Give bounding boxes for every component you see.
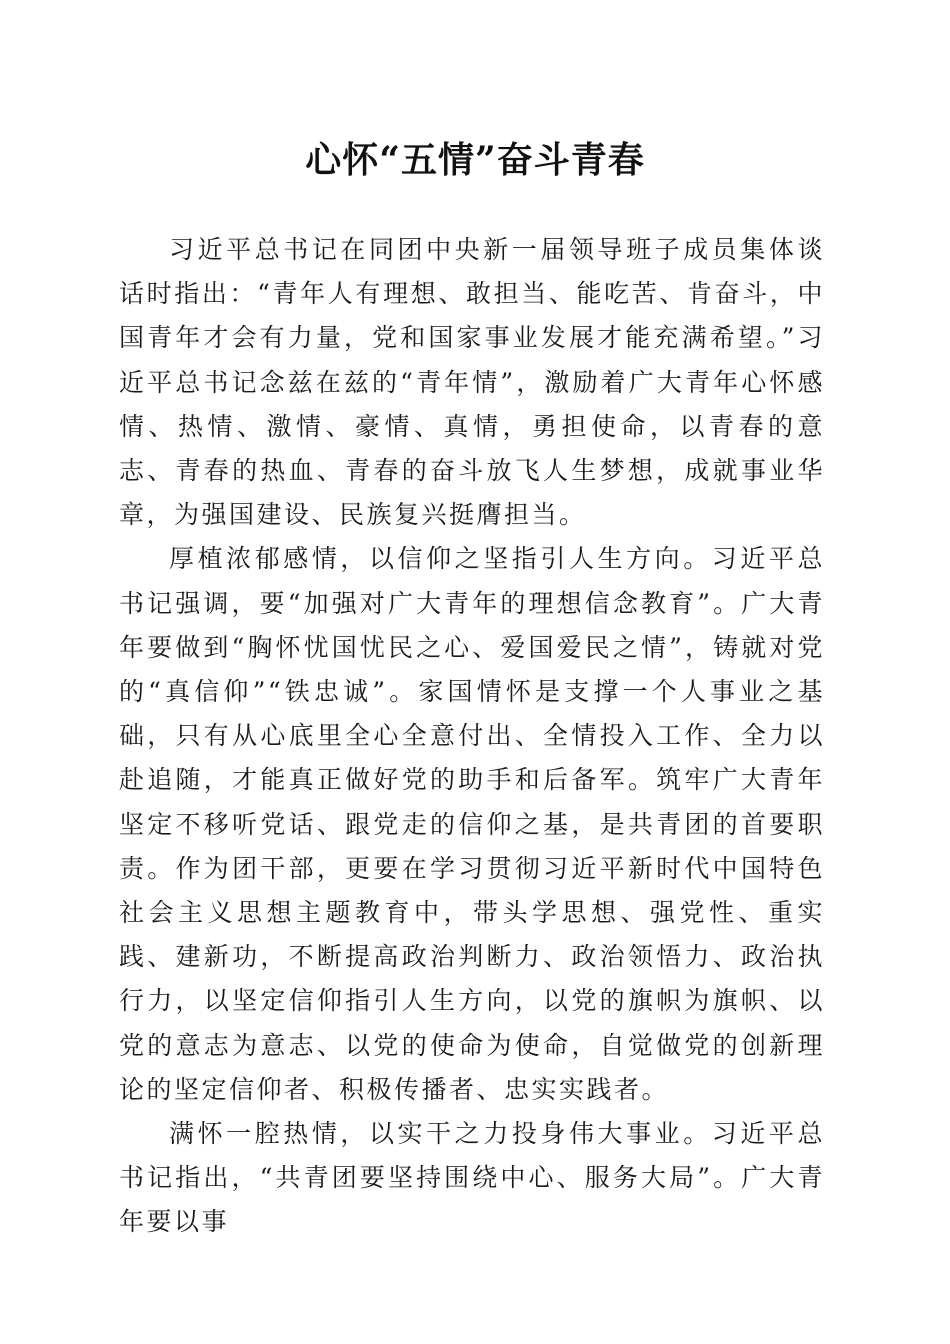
- document-body: [119, 228, 825, 1245]
- paragraph-3: 满怀一腔热情，以实干之力投身伟大事业。习近平总书记指出，“共青团要坚持围绕中心、服务大局”。广大青年要以事: [119, 1119, 825, 1237]
- document-title: 心怀“五情”奋斗青春: [305, 139, 645, 181]
- paragraph-2: 厚植浓郁感情，以信仰之坚指引人生方向。习近平总书记强调，要“加强对广大青年的理想信念教育”。广大青年要做到“胸怀忧国忧民之心、爱国爱民之情”，铸就对党的“真信仰”“铁忠诚”。家国情怀是支撑一个人事业之基础，只有从心底里全心全意付出、全情投入工作、全力以赴追随，才能真正做好党的助手和后备军。筑牢广大青年坚定不移听党话、跟党走的信仰之基，是共青团的首要职责。作为团干部，更要在学习贯彻习近平新时代中国特色社会主义思想主题教育中，带头学思想、强党性、重实践、建新功，不断提高政治判断力、政治领悟力、政治执行力，以坚定信仰指引人生方向，以党的旗帜为旗帜、以党的意志为意志、以党的使命为使命，自觉做党的创新理论的坚定信仰者、积极传播者、忠实实践者。: [119, 544, 825, 1104]
- paragraph-1: 习近平总书记在同团中央新一届领导班子成员集体谈话时指出：“青年人有理想、敢担当、能吃苦、肯奋斗，中国青年才会有力量，党和国家事业发展才能充满希望。”习近平总书记念兹在兹的“青年情”，激励着广大青年心怀感情、热情、激情、豪情、真情，勇担使命，以青春的意志、青春的热血、青春的奋斗放飞人生梦想，成就事业华章，为强国建设、民族复兴挺膺担当。: [119, 235, 825, 530]
